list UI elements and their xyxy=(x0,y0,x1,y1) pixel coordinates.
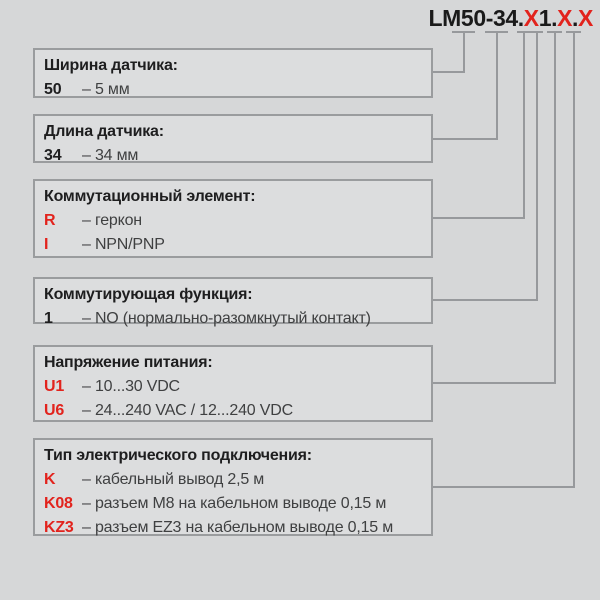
code-description: – 34 мм xyxy=(82,147,139,164)
code-value: I xyxy=(44,236,49,253)
code-value: K08 xyxy=(44,495,73,512)
connector-hline xyxy=(433,299,538,301)
section-title: Напряжение питания: xyxy=(44,354,213,371)
code-row xyxy=(44,144,425,168)
code-value: R xyxy=(44,212,56,229)
code-value: U6 xyxy=(44,402,65,419)
section-title: Коммутирующая функция: xyxy=(44,286,253,303)
section-title: Коммутационный элемент: xyxy=(44,188,256,205)
connector-hline xyxy=(433,71,465,73)
connector-vline xyxy=(536,31,538,301)
product-code-title xyxy=(429,5,593,32)
code-description: – геркон xyxy=(82,212,142,229)
section-sensor-width xyxy=(33,48,433,98)
section-connection-type xyxy=(33,438,433,536)
code-row xyxy=(44,516,425,540)
section-title: Длина датчика: xyxy=(44,123,164,140)
section-sensor-length xyxy=(33,114,433,163)
code-description: – 5 мм xyxy=(82,81,130,98)
code-row xyxy=(44,233,425,257)
code-row xyxy=(44,78,425,102)
code-segment-connection: X xyxy=(578,5,593,31)
code-description: – разъем EZ3 на кабельном выводе 0,15 м xyxy=(82,519,394,536)
code-segment-switch-element: X xyxy=(523,5,539,31)
code-row xyxy=(44,399,425,423)
connector-hline xyxy=(433,138,498,140)
connector-vline xyxy=(463,31,465,73)
connector-hline xyxy=(433,382,556,384)
section-switching-function xyxy=(33,277,433,327)
connector-vline xyxy=(523,31,525,219)
code-value: 50 xyxy=(44,81,62,98)
code-segment-voltage: X xyxy=(557,5,573,31)
code-value: K xyxy=(44,471,56,488)
code-row xyxy=(44,468,425,492)
code-segment-prefix: LM50-34. xyxy=(428,5,524,31)
code-description: – разъем М8 на кабельном выводе 0,15 м xyxy=(82,495,387,512)
code-value: U1 xyxy=(44,378,65,395)
section-supply-voltage xyxy=(33,345,433,422)
code-value: 34 xyxy=(44,147,62,164)
code-row xyxy=(44,492,425,516)
connector-vline xyxy=(496,31,498,140)
connector-vline xyxy=(554,31,556,384)
code-description: – 24...240 VAC / 12...240 VDC xyxy=(82,402,293,419)
section-title: Тип электрического подключения: xyxy=(44,447,312,464)
connector-vline xyxy=(573,31,575,488)
connector-hline xyxy=(433,486,575,488)
code-segment-dot: . xyxy=(572,5,579,31)
code-value: 1 xyxy=(44,310,53,327)
section-title: Ширина датчика: xyxy=(44,57,178,74)
code-row xyxy=(44,209,425,233)
code-value: KZ3 xyxy=(44,519,74,536)
section-switching-element xyxy=(33,179,433,258)
connector-hline xyxy=(433,217,525,219)
code-row xyxy=(44,375,425,399)
code-description: – NO (нормально-разомкнутый контакт) xyxy=(82,310,371,327)
code-description: – 10...30 VDC xyxy=(82,378,180,395)
code-row xyxy=(44,307,425,331)
code-description: – кабельный вывод 2,5 м xyxy=(82,471,265,488)
code-description: – NPN/PNP xyxy=(82,236,165,253)
code-segment-function: 1. xyxy=(538,5,558,31)
